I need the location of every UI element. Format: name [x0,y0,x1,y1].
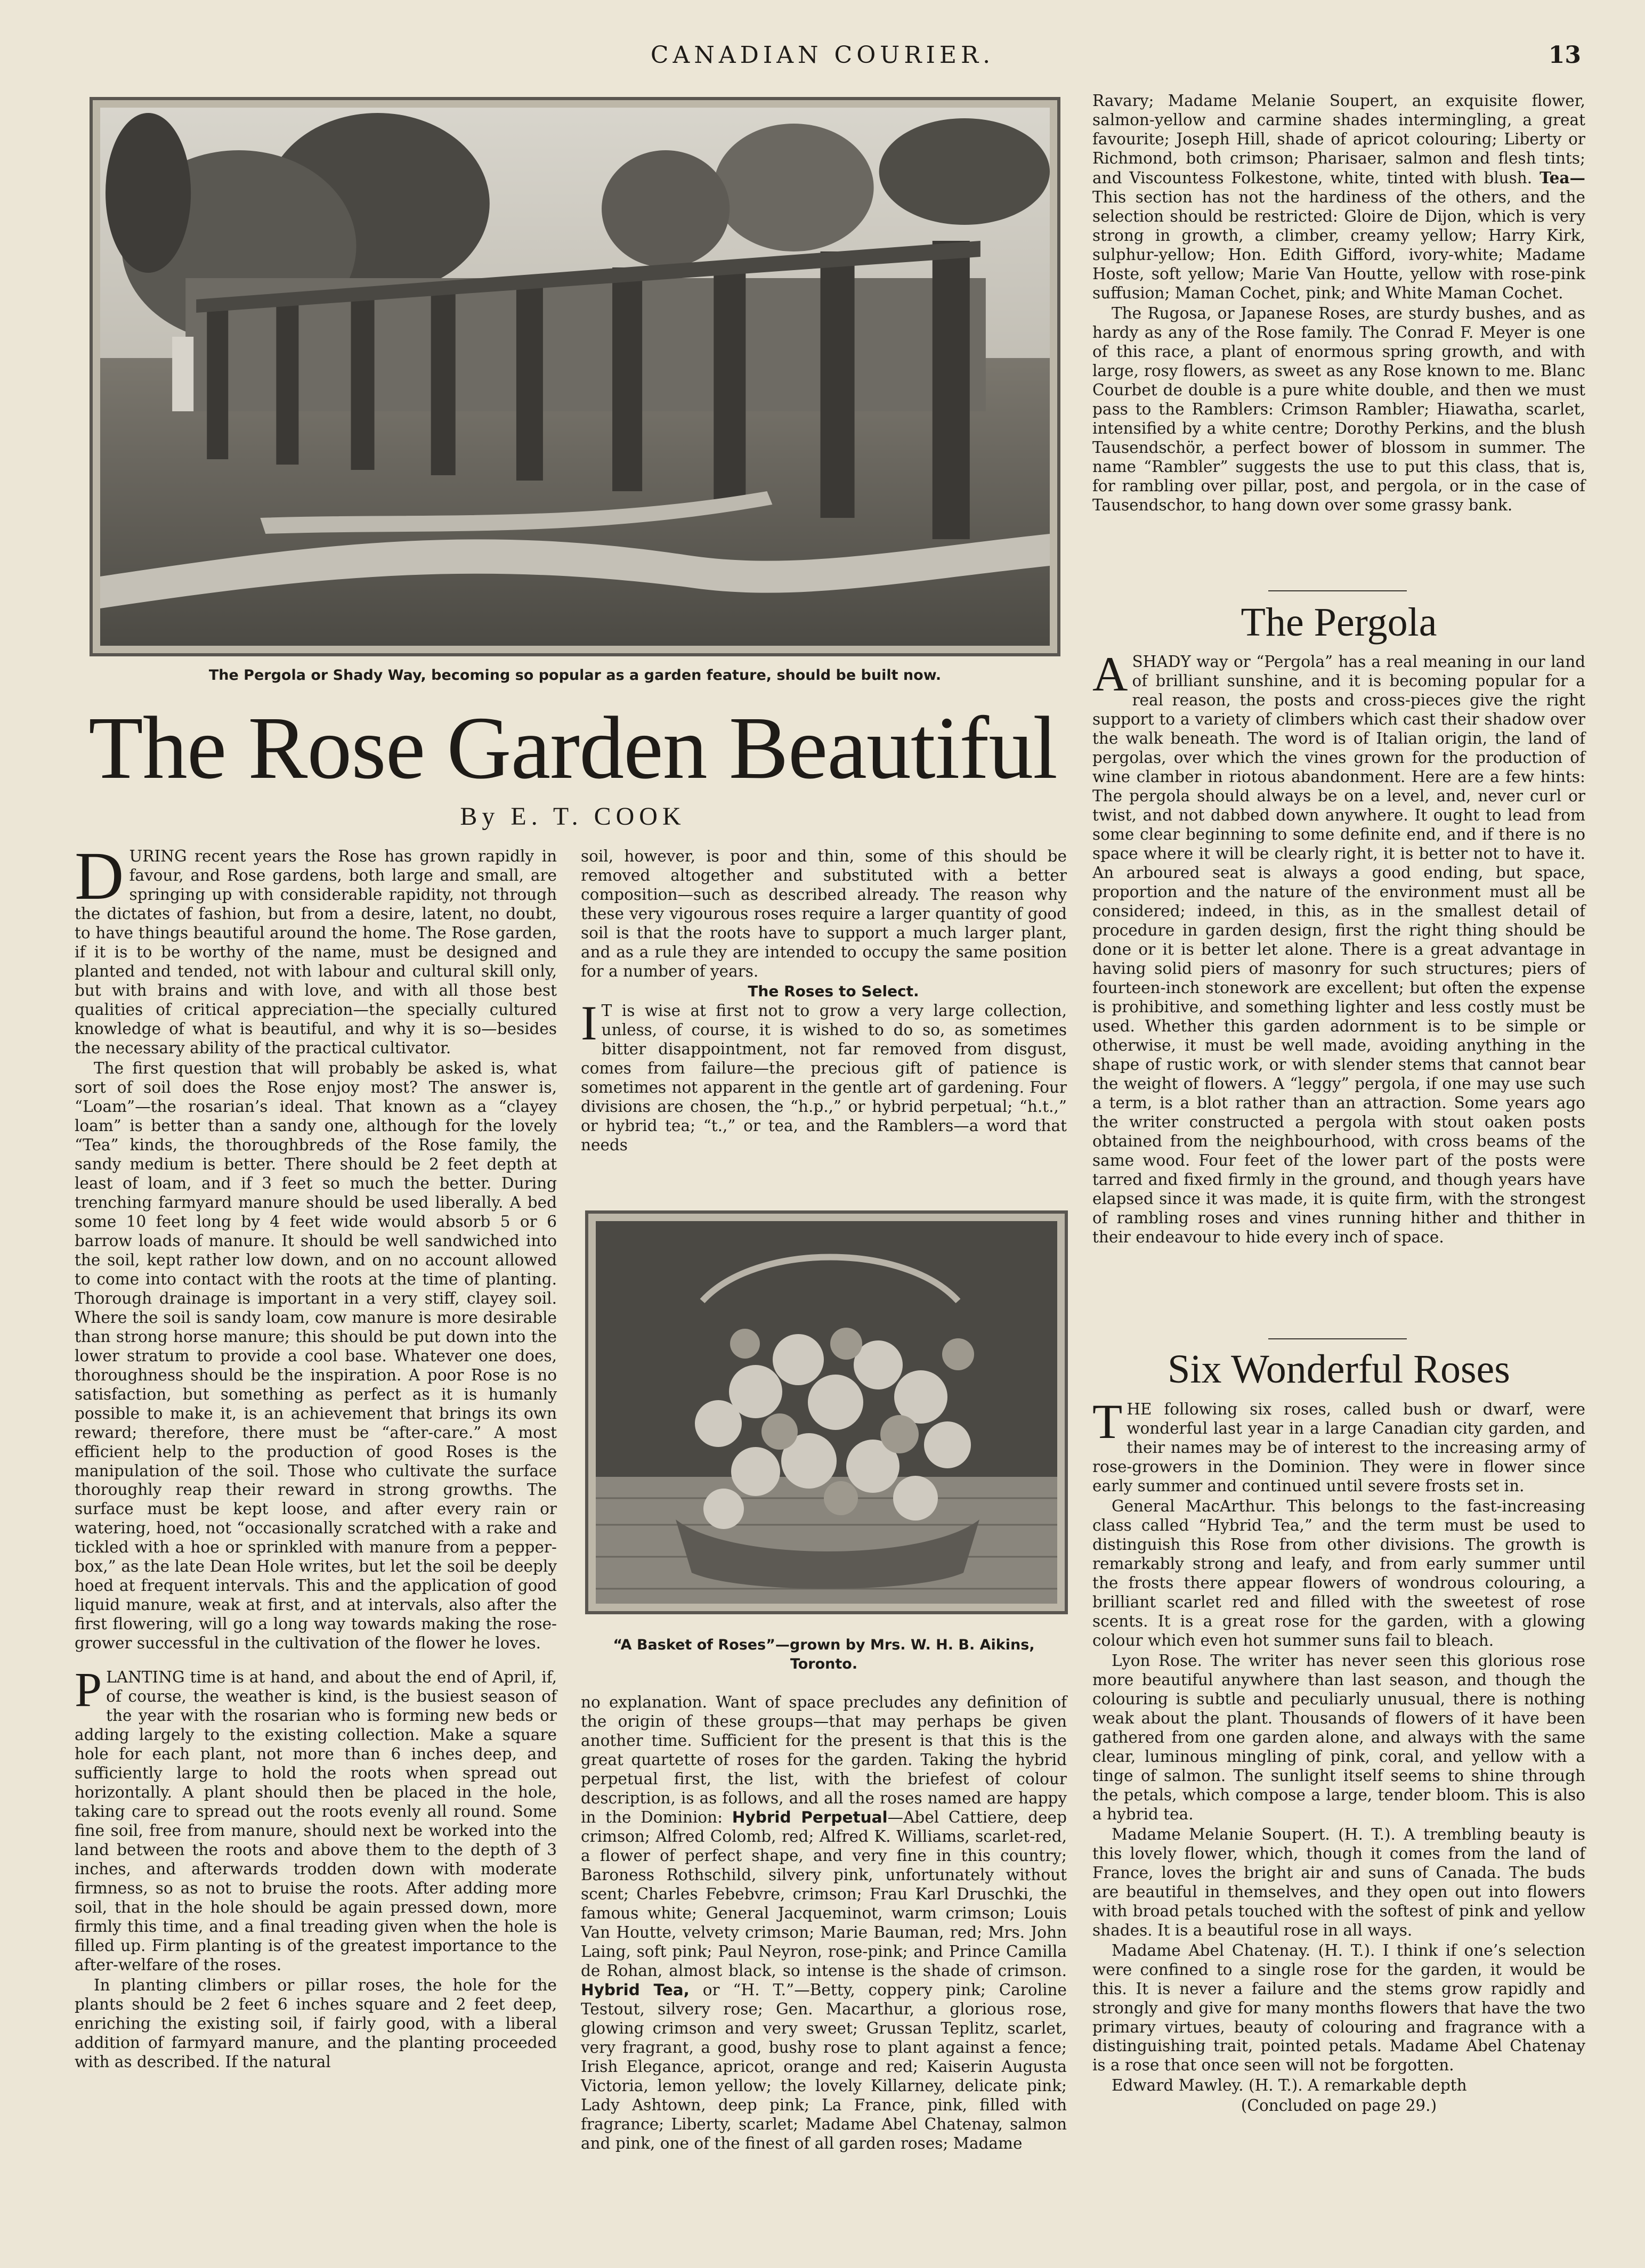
masthead: CANADIAN COURIER. [650,42,995,69]
divider-rule [1268,590,1407,591]
rose-lyon-rose: Lyon Rose. The writer has never seen this glorious rose more beautiful anywhere than last season, and though the colouring is subtle and peculiarly unusual, there is nothing weak about the plant. Thousands of flowers of it have been gathered from one garden alone, and always with the same clear, luminous mingling of pink, coral, and yellow with a tinge of salmon. The sunlight itself seems to shine through the petals, which compose a large, tender bloom. This is also a hybrid tea. [1092,1651,1585,1823]
column-3-paragraph-1: Ravary; Madame Melanie Soupert, an exquisite flower, salmon-yellow and carmine shades intermingling, a great favourite; Joseph Hill, shade of apricot colouring; Liberty or Richmond, both crimson; Pharisaer, salmon and flesh tints; and Viscountess Folkestone, white, tinted with blush. Tea— This section has not the hardiness of the others, and the selection should be restricted: Gloire de Dijon, which is very strong in growth, a climber, creamy yellow; Harry Kirk, sulphur-yellow; Hon. Edith Gifford, ivory-white; Madame Hoste, soft yellow; Marie Van Houtte, yellow with rose-pink suffusion; Maman Cochet, pink; and White Maman Cochet. [1092,92,1586,302]
pergola-photo [90,97,1060,656]
subheading-roses-to-select: The Roses to Select. [748,982,919,1000]
hybrid-tea-label: Hybrid Tea, [581,1980,690,1999]
drop-cap: I [581,996,597,1051]
basket-photo-art [596,1221,1057,1604]
column-2-top [581,847,1067,1156]
column-3-pergola [1092,647,1585,1248]
column-2-bottom [581,1693,1067,2155]
basket-photo [585,1210,1068,1614]
section-heading-pergola: The Pergola [1241,600,1437,645]
column-1 [75,838,557,2073]
hybrid-perpetual-label: Hybrid Perpetual [732,1808,888,1826]
pergola-paragraph: ASHADY way or “Pergola” has a real meaning in our land of brilliant sunshine, and it is becoming popular for a real reason, the posts and cross-pieces give the right support to a variety of climbers which cast their shadow over the walk beneath. The word is of Italian origin, the land of pergolas, over which the vines grown for the production of wine clamber in riotous abandonment. Here are a few hints: The pergola should always be on a level, and, never curl or twist, and not dabbed down anywhere. It ought to lead from some clear beginning to some definite end, and if there is no space where it will be clearly right, it is better not to have it. An arboured seat is always a good ending, but space, proportion and the nature of the environment must all be considered; indeed, in this, as in the smallest detail of procedure in garden design, first the right thing should be done or it is better let alone. There is a great advantage in having solid piers of masonry for such structures; piers of fourteen-inch stonework are excellent; but often the expense is prohibitive, and something lighter and less costly must be used. Whether this garden adornment is to be simple or otherwise, it must be well made, avoiding anything in the shape of rustic work, or with slender stems that cannot bear the weight of flowers. A “leggy” pergola, if one may use such a term, is a blot rather than an attraction. Some years ago the writer constructed a pergola with stout oaken posts obtained from the neighbourhood, with cross beams of the same wood. Four feet of the lower part of the posts were tarred and fixed firmly in the ground, and though years have elapsed since it was made, it is quite firm, with the strongest of rambling roses and vines running hither and thither in their endeavour to hide every inch of space. [1092,647,1585,1246]
column-3 [1092,92,1585,516]
divider-rule [1268,1338,1407,1339]
column-1-paragraph-4: In planting climbers or pillar roses, the hole for the plants should be 2 feet 6 inches square and 2 feet deep, enriching the existing soil, if fairly good, with a liberal addition of farmyard manure, and the planting proceeded with as described. If the natural [75,1976,557,2071]
drop-cap: T [1092,1394,1123,1449]
drop-cap: A [1092,647,1128,701]
tea-label: Tea— [1539,168,1586,187]
column-2-paragraph-1: soil, however, is poor and thin, some of this should be removed altogether and substituted with a better composition—such as described already. The reason why these very vigourous roses require a larger quantity of good soil is that the roots have to support a much larger plant, and as a rule they are intended to occupy the same position for a number of years. [581,847,1067,980]
section-heading-six-roses: Six Wonderful Roses [1168,1347,1510,1392]
basket-caption: “A Basket of Roses”—grown by Mrs. W. H. B. Aikins, Toronto. [613,1637,1035,1673]
rose-madame-melanie-soupert: Madame Melanie Soupert. (H. T.). A trembling beauty is this lovely flower, which, though it comes from the land of France, loves the bright air and suns of Canada. The buds are beautiful in themselves, and they open out into flowers with broad petals touched with the softest of pink and yellow shades. It is a beautiful rose in all ways. [1092,1825,1585,1939]
column-1-paragraph-3: PLANTING time is at hand, and about the end of April, if, of course, the weather is kind, is the busiest season of the year with the rosarian who is forming new beds or adding largely to the existing collection. Make a square hole for each plant, not more than 6 inches deep, and sufficiently large to hold the roots when spread out horizontally. A plant should then be placed in the hole, taking care to spread out the roots evenly all round. Some fine soil, free from manure, should next be worked into the land between the roots and above them to the depth of 3 inches, and afterwards trodden down with moderate firmness, so as not to bruise the roots. After adding more soil, that in the hole should be again pressed down, more firmly this time, and a final treading given when the hole is filled up. Firm planting is of the greatest importance to the after-welfare of the roses. [75,1662,557,1974]
column-1-paragraph-1: DURING recent years the Rose has grown rapidly in favour, and Rose gardens, both large and small, are springing up with considerable rapidity, not through the dictates of fashion, but from a desire, latent, no doubt, to have things beautiful around the home. The Rose garden, if it is to be worthy of the name, must be designed and planted and tended, not with labour and cultural skill only, but with brains and with love, and with all those best qualities of critical appreciation—the specially cultured knowledge of what is beautiful, and why it is so—besides the necessary ability of the practical cultivator. [75,838,557,1057]
column-3-paragraph-2: The Rugosa, or Japanese Roses, are sturdy bushes, and as hardy as any of the Rose family. The Conrad F. Meyer is one of this race, a plant of enormous spring growth, and with large, rosy flowers, as sweet as any Rose known to me. Blanc Courbet de double is a pure white double, and then we must pass to the Ramblers: Crimson Rambler; Hiawatha, scarlet, intensified by a white centre; Dorothy Perkins, and the blush Tausendschör, a perfect bower of blossom in summer. The name “Rambler” suggests the use to put this class, that is, for rambling over pillar, post, and pergola, or in the case of Tausendschor, to hang down over some grassy bank. [1092,304,1585,514]
concluded-note: (Concluded on page 29.) [1241,2096,1437,2115]
drop-cap: D [75,838,124,914]
article-title: The Rose Garden Beautiful [88,698,1057,798]
drop-cap: P [75,1662,102,1717]
page-number: 13 [1548,42,1581,69]
six-roses-intro: THE following six roses, called bush or dwarf, were wonderful last year in a large Canadian city garden, and their names may be of interest to the increasing army of rose-growers in the Dominion. They were in flower since early summer and continued until severe frosts set in. [1092,1394,1585,1495]
column-2-paragraph-2: I T is wise at first not to grow a very large collection, unless, of course, it is wished to do so, as sometimes bitter disappointment, not far removed from disgust, comes from failure—the precious gift of patience is sometimes not apparent in the gentle art of gardening. Four divisions are chosen, the “h.p.,” or hybrid perpetual; “h.t.,” or hybrid tea; “t.,” or tea, and the Ramblers—a word that needs [581,996,1067,1154]
column-3-six-roses [1092,1394,1585,2117]
pergola-photo-art [100,108,1050,646]
rose-general-macarthur: General MacArthur. This belongs to the fast-increasing class called “Hybrid Tea,” and the term must be used to distinguish this Rose from other divisions. The growth is remarkably strong and leafy, and from early summer until the frosts there appear flowers of wondrous colouring, a brilliant scarlet red and filled with the sweetest of rose scents. It is a great rose for the garden, with a glowing colour which even hot summer suns fail to bleach. [1092,1497,1585,1649]
pergola-caption: The Pergola or Shady Way, becoming so popular as a garden feature, should be built now. [208,667,942,684]
rose-edward-mawley: Edward Mawley. (H. T.). A remarkable depth [1112,2076,1467,2095]
article-byline: By E. T. COOK [460,802,686,831]
rose-madame-abel-chatenay: Madame Abel Chatenay. (H. T.). I think if one’s selection were confined to a single rose for the garden, it would be this. It is never a failure and the stems grow rapidly and strongly and give for many months flowers that have the two primary virtues, beauty of colouring and fragrance with a distinguishing trait, pointed petals. Madame Abel Chatenay is a rose that once seen will not be forgotten. [1092,1941,1585,2075]
column-2-paragraph-3: no explanation. Want of space precludes any definition of the origin of these groups—that may perhaps be given another time. Sufficient for the present is that this is the great quartette of roses for the garden. Taking the hybrid perpetual first, the list, with the briefest of colour description, is as follows, and all the roses named are happy in the Dominion: Hybrid Perpetual—Abel Cattiere, deep crimson; Alfred Colomb, red; Alfred K. Williams, scarlet-red, a flower of perfect shape, and very fine in this country; Baroness Rothschild, silvery pink, unfortunately without scent; Charles Febebvre, crimson; Frau Karl Druschki, the famous white; General Jacqueminot, warm crimson; Louis Van Houtte, velvety crimson; Marie Bauman, red; Mrs. John Laing, soft pink; Paul Neyron, rose-pink; and Prince Camilla de Rohan, almost black, so intense is the shade of crimson. Hybrid Tea, or “H. T.”—Betty, coppery pink; Caroline Testout, silvery rose; Gen. Macarthur, a glorious rose, glowing crimson and very sweet; Grussan Teplitz, scarlet, very fragrant, a good, bushy rose to plant against a fence; Irish Elegance, apricot, orange and red; Kaiserin Augusta Victoria, lemon yellow; the lovely Killarney, delicate pink; Lady Ashtown, deep pink; La France, pink, filled with fragrance; Liberty, scarlet; Madame Abel Chatenay, salmon and pink, one of the finest of all garden roses; Madame [581,1693,1067,2152]
column-1-paragraph-2: The first question that will probably be asked is, what sort of soil does the Rose enjoy most? The answer is, “Loam”—the rosarian’s ideal. That known as a “clayey loam” is better than a sandy one, although for the lovely “Tea” kinds, the thoroughbreds of the Rose family, the sandy medium is better. There should be 2 feet depth at least of loam, and if 3 feet so much the better. During trenching farmyard manure should be used liberally. A bed some 10 feet long by 4 feet wide would absorb 5 or 6 barrow loads of manure. It should be well sandwiched into the soil, kept rather low down, and on no account allowed to come into contact with the roots at the time of planting. Thorough drainage is important in a very stiff, clayey soil. Where the soil is sandy loam, cow manure is more desirable than strong horse manure; this should be put down into the lower stratum to provide a cool base. Whatever one does, thoroughness should be the inspiration. A poor Rose is no satisfaction, but something as perfect as it is humanly possible to make it, is an achievement that brings its own reward; therefore, there must be “after-care.” A most efficient help to the production of good Roses is the manipulation of the soil. Those who cultivate the surface thoroughly reap their reward in strong growths. The surface must be kept loose, and after every rain or watering, hoed, not “occasionally scratched with a rake and tickled with a hoe or sprinkled with manure from a pepper-box,” as the late Dean Hole writes, but let the soil be deeply hoed at frequent intervals. This and the application of good liquid manure, weak at first, and at intervals, also after the first flowering, will go a long way towards making the rose-grower successful in the cultivation of the flower he loves. [75,1059,557,1653]
